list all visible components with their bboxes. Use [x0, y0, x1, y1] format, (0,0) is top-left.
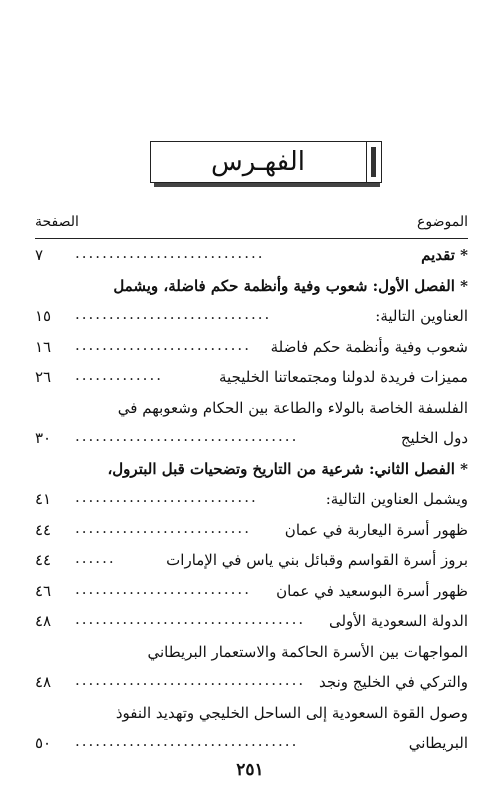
toc-entry	[35, 454, 468, 484]
toc-entry-leader-dots: ...........................	[75, 488, 258, 506]
toc-entry-page: ٣٠	[35, 429, 52, 447]
toc-entry-title: وصول القوة السعودية إلى الساحل الخليجي وتهديد النفوذ	[115, 703, 468, 722]
toc-entry-leader-dots: .................................	[75, 732, 299, 750]
toc-entry	[35, 515, 468, 545]
toc-entry-title: مميزات فريدة لدولنا ومجتمعاتنا الخليجية	[219, 368, 468, 386]
toc-entry-page: ١٥	[35, 307, 52, 325]
toc-entry-title: * الفصل الأول: شعوب وفية وأنظمة حكم فاضلة، ويشمل	[113, 276, 468, 295]
toc-entry-title: دول الخليج	[400, 429, 468, 447]
toc-entry-leader-dots: .............................	[75, 305, 272, 323]
page-title: الفهـرس	[211, 147, 305, 177]
toc-entry	[35, 637, 468, 667]
toc-entry-title: الدولة السعودية الأولى	[328, 612, 468, 630]
toc-entry-page: ٢٦	[35, 368, 52, 386]
toc-entry-title: الفلسفة الخاصة بالولاء والطاعة بين الحكام وشعوبهم في	[117, 398, 468, 417]
toc-entry-title: شعوب وفية وأنظمة حكم فاضلة	[270, 337, 468, 356]
toc-entry-page: ٤٤	[35, 551, 52, 569]
toc-entry-leader-dots: .............	[75, 366, 163, 384]
toc-entry-leader-dots: ..................................	[75, 610, 306, 628]
toc-entry-leader-dots: ..........................	[75, 335, 251, 354]
toc-entry-title: والتركي في الخليج ونجد	[319, 673, 468, 691]
toc-entry-page: ٧	[35, 246, 44, 264]
toc-entry-title: ويشمل العناوين التالية:	[325, 490, 468, 508]
toc-entry	[35, 728, 468, 758]
toc-entry-leader-dots: ............................	[75, 244, 265, 262]
toc-entry-page: ١٦	[35, 337, 52, 356]
toc-entry-title: البريطاني	[408, 734, 468, 752]
toc-entry-leader-dots: ..........................	[75, 518, 251, 537]
toc-entry-leader-dots: ..........................	[75, 579, 251, 598]
toc-entry	[35, 667, 468, 697]
toc-entry	[35, 332, 468, 362]
toc-entry	[35, 301, 468, 331]
toc-entry-page: ٤٨	[35, 673, 52, 691]
page-column-label: الصفحة	[35, 214, 79, 230]
toc-entry	[35, 698, 468, 728]
toc-entry	[35, 545, 468, 575]
toc-entry-title: العناوين التالية:	[375, 307, 468, 325]
toc-entry	[35, 606, 468, 636]
toc-entry-page: ٥٠	[35, 734, 52, 752]
toc-entry-title: * الفصل الثاني: شرعية من التاريخ وتضحيات قبل البترول،	[107, 459, 468, 478]
toc-entry-page: ٤٨	[35, 612, 52, 630]
toc-entry-title: * تقديم	[421, 246, 468, 264]
title-accent-bar	[366, 141, 382, 183]
toc-entry-page: ٤١	[35, 490, 52, 508]
toc-entry-title: بروز أسرة القواسم وقبائل بني ياس في الإمارات	[166, 551, 468, 569]
toc-entry-page: ٤٤	[35, 520, 52, 539]
toc-entry-leader-dots: ..................................	[75, 671, 306, 689]
toc-entry	[35, 576, 468, 606]
toc-entry	[35, 362, 468, 392]
footer-page-number: ٢٥١	[236, 760, 264, 780]
toc-entry	[35, 423, 468, 453]
toc-entry-title: ظهور أسرة البوسعيد في عمان	[276, 581, 468, 600]
toc-entry-page: ٤٦	[35, 581, 52, 600]
toc-entry	[35, 484, 468, 514]
toc-entry-title: ظهور أسرة اليعاربة في عمان	[284, 520, 468, 539]
toc-entry	[35, 240, 468, 270]
toc-entry-leader-dots: ......	[75, 549, 116, 567]
topic-column-label: الموضوع	[417, 214, 468, 230]
toc-entry-title: المواجهات بين الأسرة الحاكمة والاستعمار البريطاني	[147, 642, 468, 661]
toc-header	[35, 211, 468, 239]
toc-entry-leader-dots: .................................	[75, 427, 299, 445]
toc-entry	[35, 393, 468, 423]
toc-entry	[35, 271, 468, 301]
